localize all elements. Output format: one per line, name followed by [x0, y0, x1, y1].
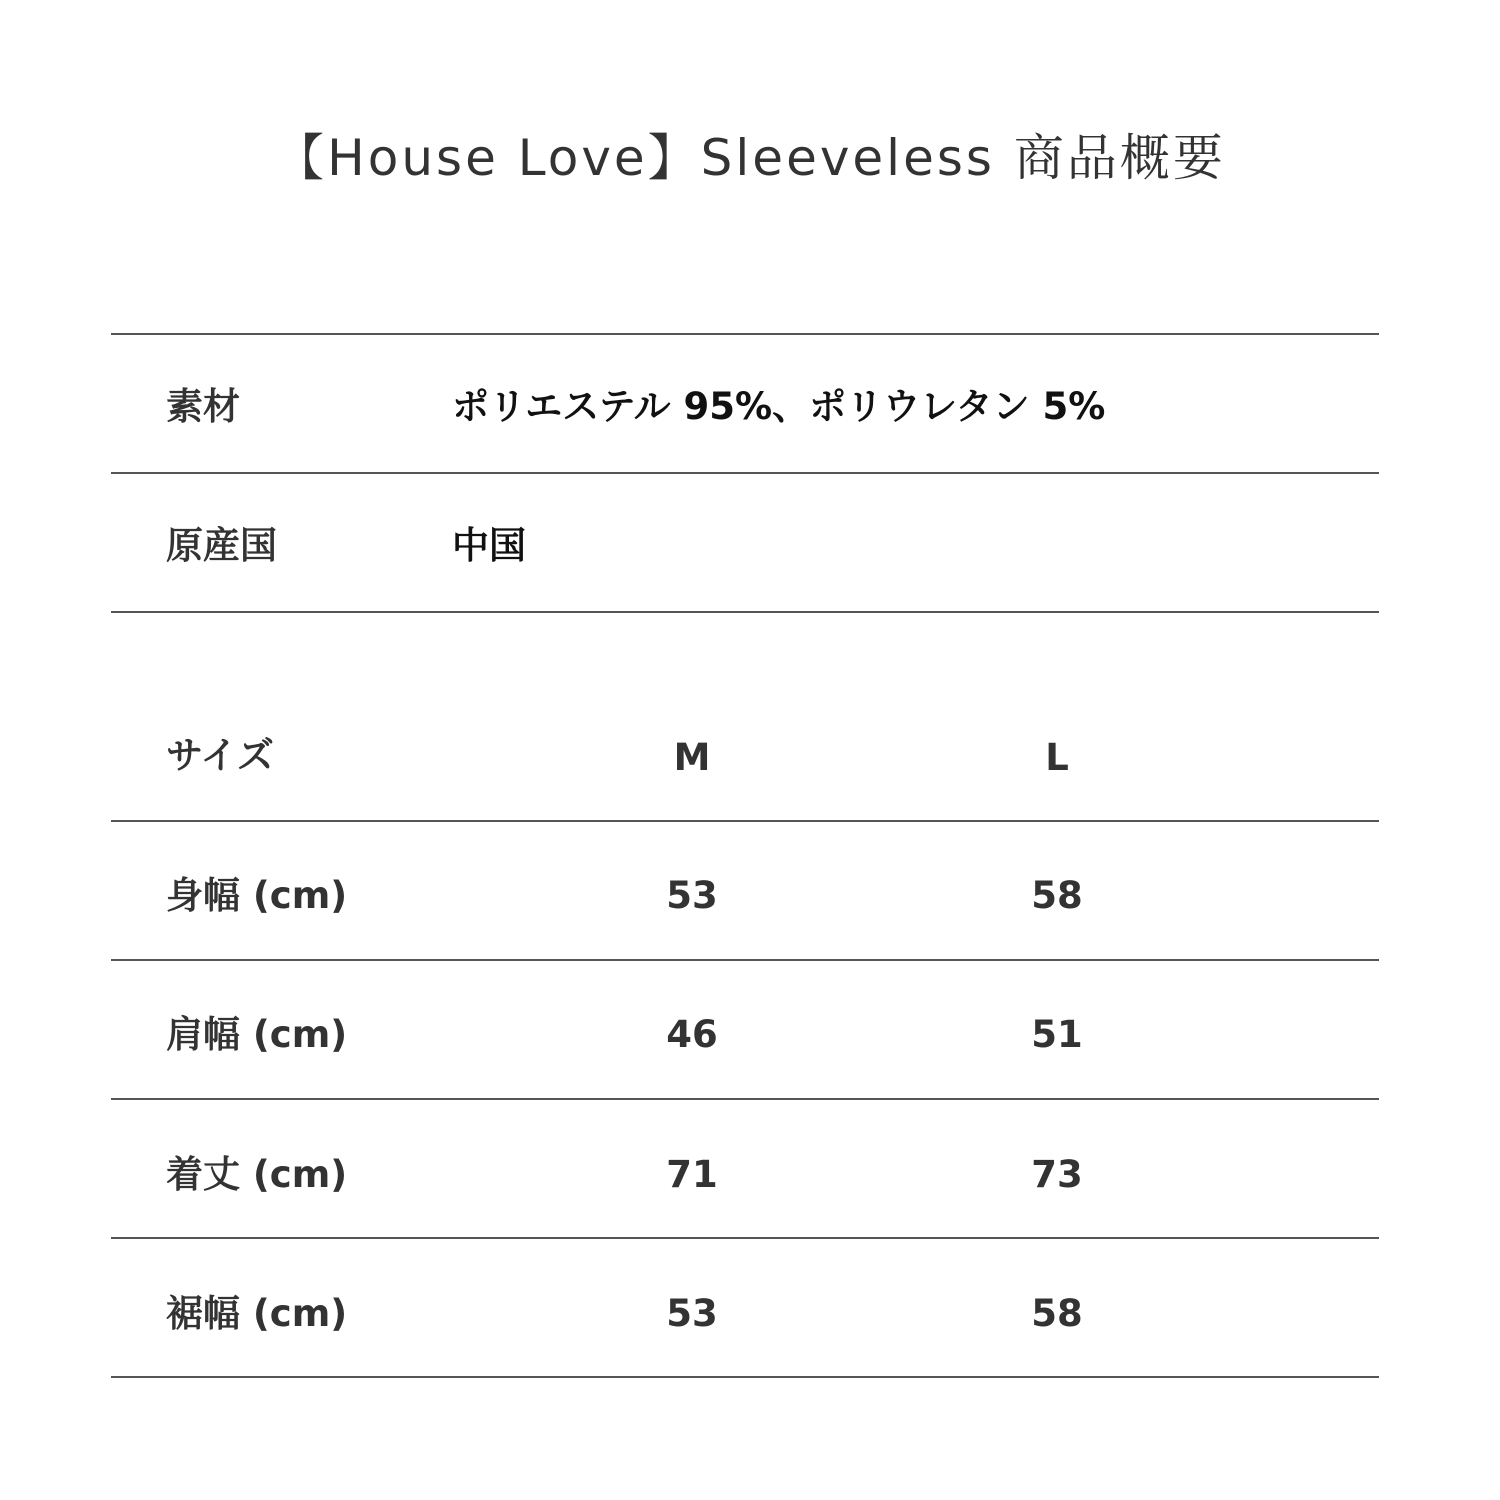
size-row-label: 肩幅 (cm): [166, 1013, 348, 1056]
size-row-label: 裾幅 (cm): [166, 1292, 348, 1335]
origin-label: 原産国: [166, 524, 277, 567]
size-row-l-value: 58: [1031, 1292, 1083, 1335]
divider: [111, 472, 1379, 474]
material-label: 素材: [166, 385, 240, 428]
divider: [111, 1376, 1379, 1378]
size-row-m-value: 71: [666, 1153, 718, 1196]
divider: [111, 959, 1379, 961]
size-header-m: M: [673, 736, 711, 779]
material-value: ポリエステル 95%、ポリウレタン 5%: [452, 385, 1106, 428]
size-header-label: サイズ: [166, 734, 275, 777]
size-row-m-value: 46: [666, 1013, 718, 1056]
size-row-l-value: 73: [1031, 1153, 1083, 1196]
page-title: 【House Love】Sleeveless 商品概要: [274, 129, 1226, 187]
size-row-l-value: 58: [1031, 874, 1083, 917]
divider: [111, 820, 1379, 822]
divider: [111, 1237, 1379, 1239]
divider: [111, 1098, 1379, 1100]
size-header-l: L: [1045, 736, 1069, 779]
size-row-l-value: 51: [1031, 1013, 1083, 1056]
size-row-label: 着丈 (cm): [166, 1153, 348, 1196]
size-row-m-value: 53: [666, 1292, 718, 1335]
size-row-label: 身幅 (cm): [166, 874, 348, 917]
divider: [111, 333, 1379, 335]
size-row-m-value: 53: [666, 874, 718, 917]
divider: [111, 611, 1379, 613]
origin-value: 中国: [452, 524, 526, 567]
